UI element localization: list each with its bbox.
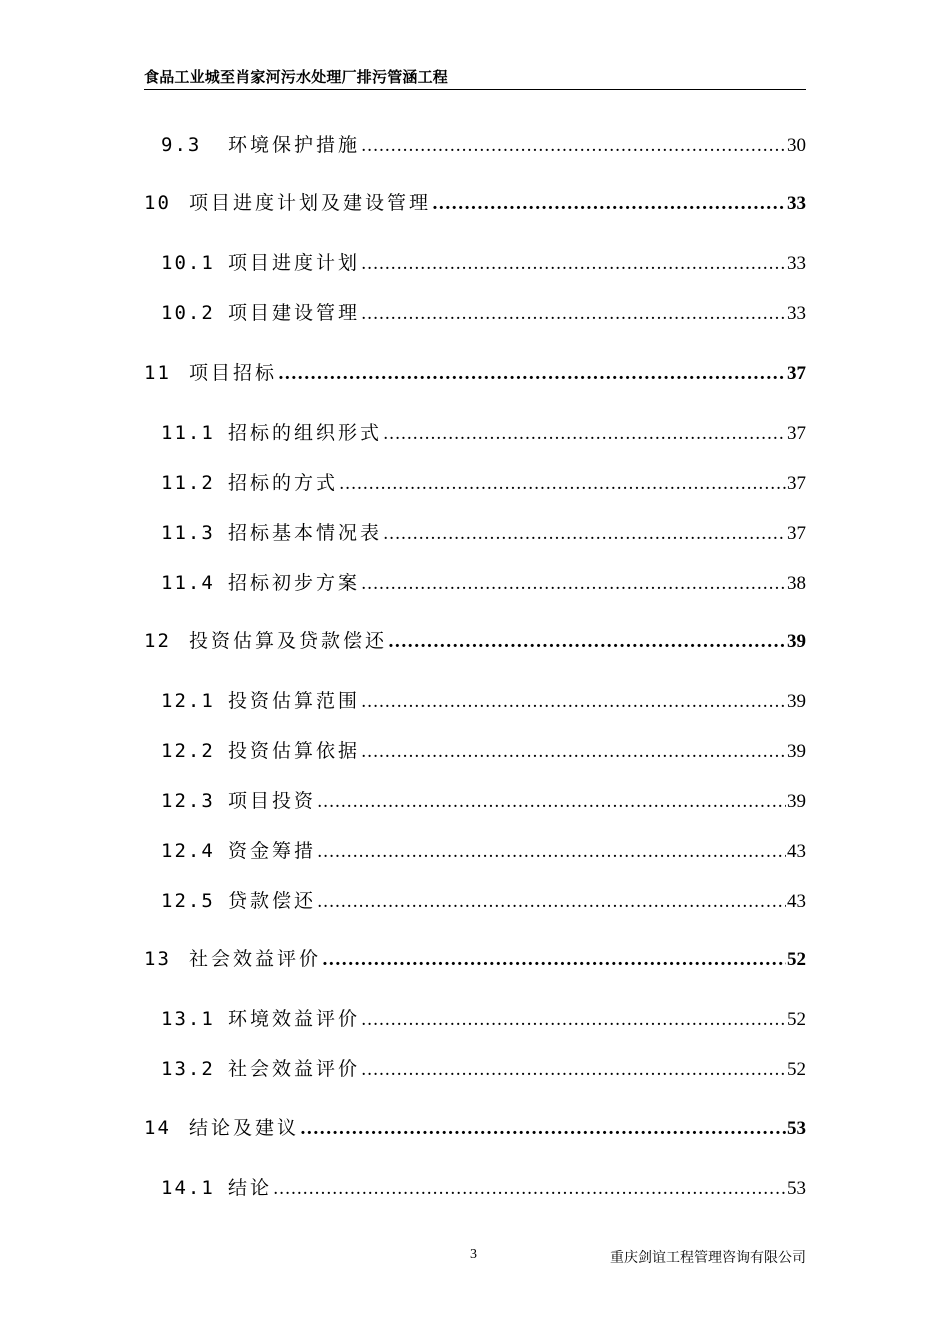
toc-section-entry[interactable] xyxy=(144,1004,806,1034)
toc-entry-title: 社会效益评价 xyxy=(189,948,322,970)
toc-section-entry[interactable] xyxy=(144,686,806,716)
toc-entry-number: 10 xyxy=(144,192,171,214)
toc-entry-page: 39 xyxy=(787,631,806,652)
toc-leader-dots xyxy=(361,254,786,274)
toc-entry-number: 12.2 xyxy=(161,740,215,762)
toc-leader-dots xyxy=(383,424,786,444)
toc-chapter-entry[interactable] xyxy=(144,188,806,218)
toc-leader-dots xyxy=(317,892,786,912)
toc-chapter-entry[interactable] xyxy=(144,358,806,388)
footer-company: 重庆剑谊工程管理咨询有限公司 xyxy=(610,1250,806,1266)
toc-section-entry[interactable] xyxy=(144,786,806,816)
toc-entry-page: 53 xyxy=(787,1118,806,1139)
toc-entry-page: 52 xyxy=(787,1059,806,1080)
toc-entry-number: 10.2 xyxy=(161,302,215,324)
toc-section-entry[interactable] xyxy=(144,886,806,916)
toc-entry-number: 13 xyxy=(144,948,171,970)
toc-entry-title: 项目进度计划 xyxy=(228,252,361,274)
toc-leader-dots xyxy=(339,474,786,494)
toc-entry-page: 37 xyxy=(787,523,806,544)
toc-entry-page: 33 xyxy=(787,303,806,324)
toc-entry-title: 项目投资 xyxy=(228,790,317,812)
toc-leader-dots xyxy=(361,1060,786,1080)
toc-leader-dots xyxy=(361,574,786,594)
header-title: 食品工业城至肖家河污水处理厂排污管涵工程 xyxy=(144,68,449,86)
toc-entry-title: 结论 xyxy=(228,1177,273,1199)
toc-entry-number: 12.5 xyxy=(161,890,215,912)
toc-section-entry[interactable] xyxy=(144,568,806,598)
toc-entry-title: 资金筹措 xyxy=(228,840,317,862)
toc-section-entry[interactable] xyxy=(144,248,806,278)
toc-entry-title: 招标基本情况表 xyxy=(228,522,383,544)
toc-section-entry[interactable] xyxy=(144,468,806,498)
toc-entry-title: 项目进度计划及建设管理 xyxy=(189,192,432,214)
toc-entry-page: 33 xyxy=(787,193,806,214)
toc-entry-page: 38 xyxy=(787,573,806,594)
toc-entry-number: 11.3 xyxy=(161,522,215,544)
toc-entry-title: 环境效益评价 xyxy=(228,1008,361,1030)
toc-leader-dots xyxy=(432,194,786,214)
toc-entry-number: 13.1 xyxy=(161,1008,215,1030)
toc-entry-page: 39 xyxy=(787,741,806,762)
toc-entry-title: 结论及建议 xyxy=(189,1117,300,1139)
toc-entry-number: 12.4 xyxy=(161,840,215,862)
toc-entry-title: 投资估算范围 xyxy=(228,690,361,712)
toc-entry-number: 11.1 xyxy=(161,422,215,444)
toc-leader-dots xyxy=(317,792,786,812)
toc-entry-number: 12.1 xyxy=(161,690,215,712)
toc-entry-page: 37 xyxy=(787,363,806,384)
toc-entry-title: 投资估算依据 xyxy=(228,740,361,762)
footer-page-number: 3 xyxy=(470,1247,477,1262)
toc-section-entry[interactable] xyxy=(144,518,806,548)
toc-entry-page: 43 xyxy=(787,891,806,912)
toc-entry-number: 13.2 xyxy=(161,1058,215,1080)
toc-entry-page: 52 xyxy=(787,949,806,970)
toc-entry-title: 招标初步方案 xyxy=(228,572,361,594)
toc-entry-number: 12.3 xyxy=(161,790,215,812)
toc-leader-dots xyxy=(300,1119,786,1139)
toc-chapter-entry[interactable] xyxy=(144,626,806,656)
toc-entry-number: 11.4 xyxy=(161,572,215,594)
toc-section-entry[interactable] xyxy=(144,130,806,160)
toc-entry-page: 30 xyxy=(787,135,806,156)
toc-leader-dots xyxy=(322,950,786,970)
toc-leader-dots xyxy=(361,304,786,324)
toc-leader-dots xyxy=(361,742,786,762)
toc-section-entry[interactable] xyxy=(144,1173,806,1203)
toc-entry-number: 10.1 xyxy=(161,252,215,274)
toc-entry-title: 环境保护措施 xyxy=(228,134,361,156)
toc-leader-dots xyxy=(278,364,786,384)
toc-entry-title: 项目招标 xyxy=(189,362,278,384)
toc-entry-page: 52 xyxy=(787,1009,806,1030)
toc-entry-title: 投资估算及贷款偿还 xyxy=(189,630,388,652)
toc-entry-title: 项目建设管理 xyxy=(228,302,361,324)
toc-entry-page: 37 xyxy=(787,423,806,444)
toc-entry-page: 39 xyxy=(787,691,806,712)
toc-leader-dots xyxy=(361,136,786,156)
toc-section-entry[interactable] xyxy=(144,418,806,448)
toc-entry-page: 53 xyxy=(787,1178,806,1199)
toc-entry-number: 12 xyxy=(144,630,171,652)
toc-entry-title: 招标的组织形式 xyxy=(228,422,383,444)
toc-leader-dots xyxy=(361,692,786,712)
toc-entry-page: 39 xyxy=(787,791,806,812)
toc-entry-number: 11.2 xyxy=(161,472,215,494)
toc-entry-number: 14.1 xyxy=(161,1177,215,1199)
toc-entry-title: 贷款偿还 xyxy=(228,890,317,912)
toc-entry-page: 37 xyxy=(787,473,806,494)
toc-entry-number: 9.3 xyxy=(161,134,202,156)
toc-chapter-entry[interactable] xyxy=(144,1113,806,1143)
toc-leader-dots xyxy=(388,632,786,652)
toc-entry-title: 社会效益评价 xyxy=(228,1058,361,1080)
toc-leader-dots xyxy=(273,1179,786,1199)
toc-entry-title: 招标的方式 xyxy=(228,472,339,494)
toc-entry-page: 33 xyxy=(787,253,806,274)
toc-entry-page: 43 xyxy=(787,841,806,862)
toc-section-entry[interactable] xyxy=(144,1054,806,1084)
toc-entry-number: 11 xyxy=(144,362,171,384)
toc-section-entry[interactable] xyxy=(144,836,806,866)
toc-section-entry[interactable] xyxy=(144,298,806,328)
toc-leader-dots xyxy=(317,842,786,862)
toc-chapter-entry[interactable] xyxy=(144,944,806,974)
toc-section-entry[interactable] xyxy=(144,736,806,766)
toc-leader-dots xyxy=(361,1010,786,1030)
page-header xyxy=(144,67,806,90)
toc-entry-number: 14 xyxy=(144,1117,171,1139)
toc-leader-dots xyxy=(383,524,786,544)
